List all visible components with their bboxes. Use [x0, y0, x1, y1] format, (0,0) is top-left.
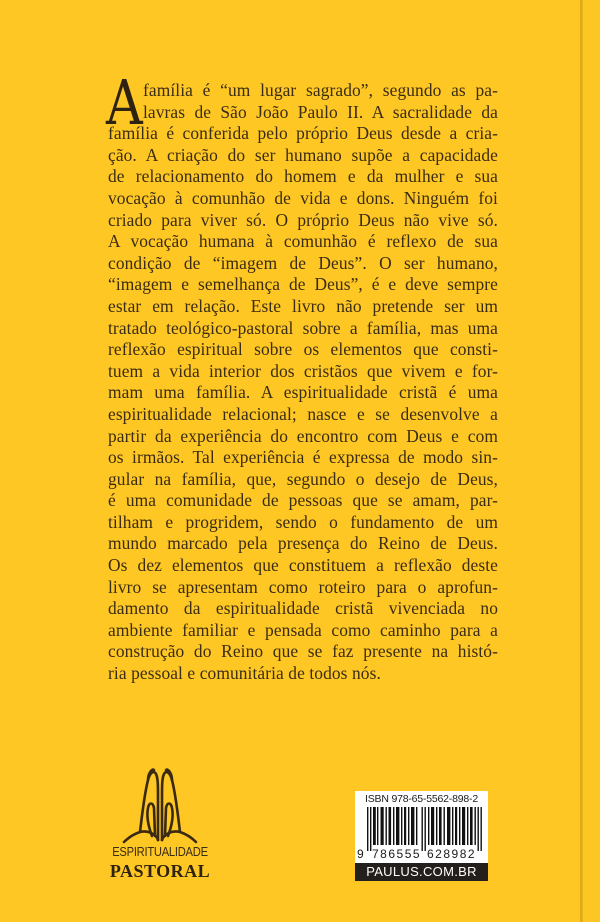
blurb-line: espiritualidade relacional; nasce e se desenvolve a	[108, 403, 498, 424]
drop-cap-letter: A	[106, 66, 143, 139]
series-logo	[104, 766, 216, 886]
blurb-line: vocação à comunhão de vida e dons. Ninguém foi	[108, 187, 498, 208]
blurb-line: ambiente familiar e pensada como caminho para a	[108, 619, 498, 640]
blurb-line: gular na família, que, segundo o desejo de Deus,	[108, 468, 498, 489]
blurb-line: livro se apresentam como roteiro para o aprofun-	[108, 576, 498, 597]
back-cover-blurb	[106, 66, 498, 685]
series-name-line1: ESPIRITUALIDADE	[112, 844, 208, 859]
blurb-line: Os dez elementos que constituem a reflexão deste	[108, 555, 498, 576]
blurb-line: tilham e progridem, sendo o fundamento de um	[108, 511, 498, 532]
blurb-line: condição de “imagem de Deus”. O ser humano,	[108, 252, 498, 273]
blurb-line: partir da experiência do encontro com Deus e com	[108, 425, 498, 446]
blurb-line: ria pessoal e comunitária de todos nós.	[108, 663, 381, 684]
blurb-line: tratado teológico-pastoral sobre a família, mas uma	[108, 317, 498, 338]
blurb-line: de relacionamento do homem e da mulher e sua	[108, 166, 498, 187]
blurb-line: lavras de São João Paulo II. A sacralidade da	[143, 101, 498, 122]
blurb-line: mundo marcado pela presença do Reino de Deus.	[108, 533, 498, 554]
blurb-line: estar em relação. Este livro não pretende ser um	[108, 295, 498, 316]
blurb-line: damento da espiritualidade cristã vivenciada no	[108, 598, 498, 619]
barcode-digit-group-left: 786555	[372, 847, 422, 861]
blurb-line: “imagem e semelhança de Deus”, é e deve sempre	[108, 274, 498, 295]
blurb-line: construção do Reino que se faz presente na histó-	[108, 641, 498, 662]
blurb-line: A vocação humana à comunhão é reflexo de sua	[108, 231, 498, 252]
blurb-line: criado para viver só. O próprio Deus não vive só.	[108, 209, 498, 230]
blurb-line: é uma comunidade de pessoas que se amam, par-	[108, 490, 498, 511]
barcode-digit-group-right: 628982	[427, 847, 477, 861]
blurb-line: reflexão espiritual sobre os elementos que consti-	[108, 339, 498, 360]
isbn-barcode	[355, 791, 488, 880]
blurb-line: ção. A criação do ser humano supõe a capacidade	[108, 144, 498, 165]
isbn-number: ISBN 978-65-5562-898-2	[365, 793, 478, 805]
publisher-website: PAULUS.COM.BR	[355, 863, 488, 881]
spine-edge	[583, 0, 600, 922]
barcode-digit-lead: 9	[357, 847, 364, 861]
blurb-line: tuem a vida interior dos cristãos que vivem e for-	[108, 360, 498, 381]
barcode-background	[355, 791, 488, 863]
barcode-bars-icon	[367, 807, 482, 851]
blurb-line: os irmãos. Tal experiência é expressa de modo sin-	[108, 447, 498, 468]
blurb-line: família é “um lugar sagrado”, segundo as pa-	[143, 80, 498, 100]
blurb-line: mam uma família. A espiritualidade cristã é uma	[108, 382, 498, 403]
praying-hands-icon	[118, 766, 202, 846]
blurb-line: família é conferida pelo próprio Deus desde a cria-	[108, 123, 498, 144]
series-name-line2: PASTORAL	[109, 861, 211, 881]
